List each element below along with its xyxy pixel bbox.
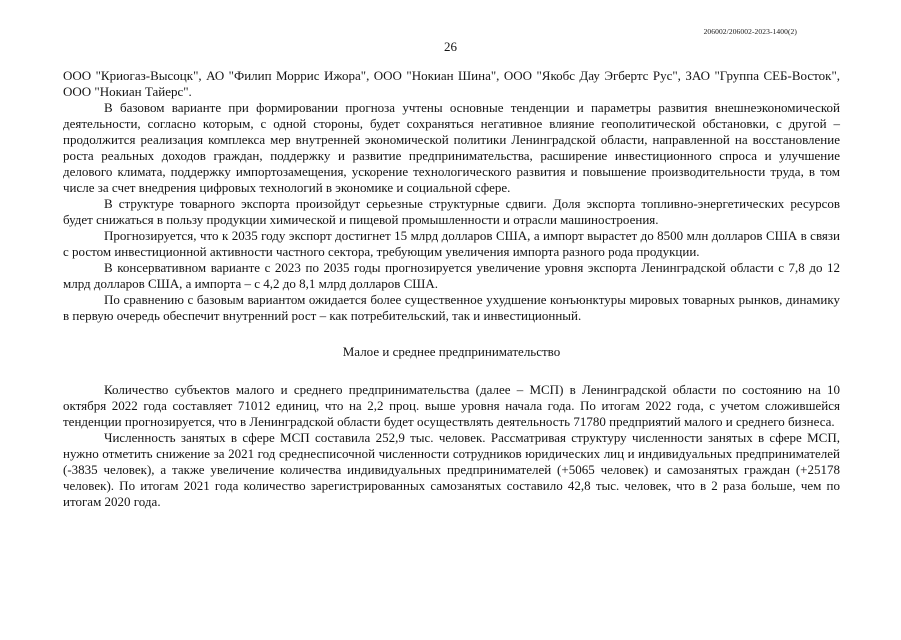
section-heading-sme: Малое и среднее предпринимательство — [342, 344, 561, 359]
document-body — [63, 68, 840, 510]
paragraph-export-structure: В структуре товарного экспорта произойдут серьезные структурные сдвиги. Доля экспорта топливно-энергетических ресурсов будет снижаться в пользу продукции химической и пищевой промышленности и отрасли машиностроения. — [63, 196, 840, 227]
page-number: 26 — [444, 39, 457, 54]
paragraph-comparison: По сравнению с базовым вариантом ожидается более существенное ухудшение конъюнктуры мировых товарных рынков, динамику в первую очередь обеспечит внутренний рост – как потребительский, так и инвестиционный. — [63, 292, 840, 323]
paragraph-conservative-scenario: В консервативном варианте с 2023 по 2035 годы прогнозируется увеличение уровня экспорта Ленинградской области с 7,8 до 12 млрд долларов США, а импорта – с 4,2 до 8,1 млрд долларов США. — [63, 260, 840, 291]
paragraph-sme-count: Количество субъектов малого и среднего предпринимательства (далее – МСП) в Ленинградской области по состоянию на 10 октября 2022 года составляет 71012 единиц, что на 2,2 проц. выше уровня начала года. По итогам 2022 года, с учетом сложившейся тенденции прогнозируется, что в Ленинградской области будет осуществлять деятельность 71780 предприятий малого и среднего бизнеса. — [63, 382, 840, 429]
paragraph-export-forecast: Прогнозируется, что к 2035 году экспорт достигнет 15 млрд долларов США, а импорт вырастет до 8500 млн долларов США в связи с ростом инвестиционной активности частного сектора, требующим увеличения импорта разного рода продукции. — [63, 228, 840, 259]
paragraph-base-scenario: В базовом варианте при формировании прогноза учтены основные тенденции и параметры развития внешнеэкономической деятельности, согласно которым, с одной стороны, будет сохраняться негативное влияние геополитической обстановки, с другой – продолжится реализация комплекса мер внутренней экономической политики Ленинградской области, направленной на восстановление роста реальных доходов граждан, поддержку и развитие предпринимательства, расширение инвестиционного спроса и улучшение делового климата, поддержку импортозамещения, ускорение технологического развития и повышение производительности труда, в том числе за счет внедрения цифровых технологий в экономике и социальной сфере. — [63, 100, 840, 195]
paragraph-sme-employment: Численность занятых в сфере МСП составила 252,9 тыс. человек. Рассматривая структуру численности занятых в сфере МСП, нужно отметить снижение за 2021 год среднесписочной численности сотрудников юридических лиц и индивидуальных предпринимателей (-3835 человек), а также увеличение количества индивидуальных предпринимателей (+5065 человек) и самозанятых граждан (+25178 человек). По итогам 2021 года количество зарегистрированных самозанятых составило 42,8 тыс. человек, что в 2 раза больше, чем по итогам 2020 года. — [63, 430, 840, 509]
document-registration-code: 206002/206002-2023-1400(2) — [703, 27, 797, 36]
paragraph-company-list: ООО "Криогаз-Высоцк", АО "Филип Моррис Ижора", ООО "Нокиан Шина", ООО "Якобс Дау Эгбертс Рус", ЗАО "Группа СЕБ-Восток", ООО "Нокиан Тайерс". — [63, 68, 840, 99]
